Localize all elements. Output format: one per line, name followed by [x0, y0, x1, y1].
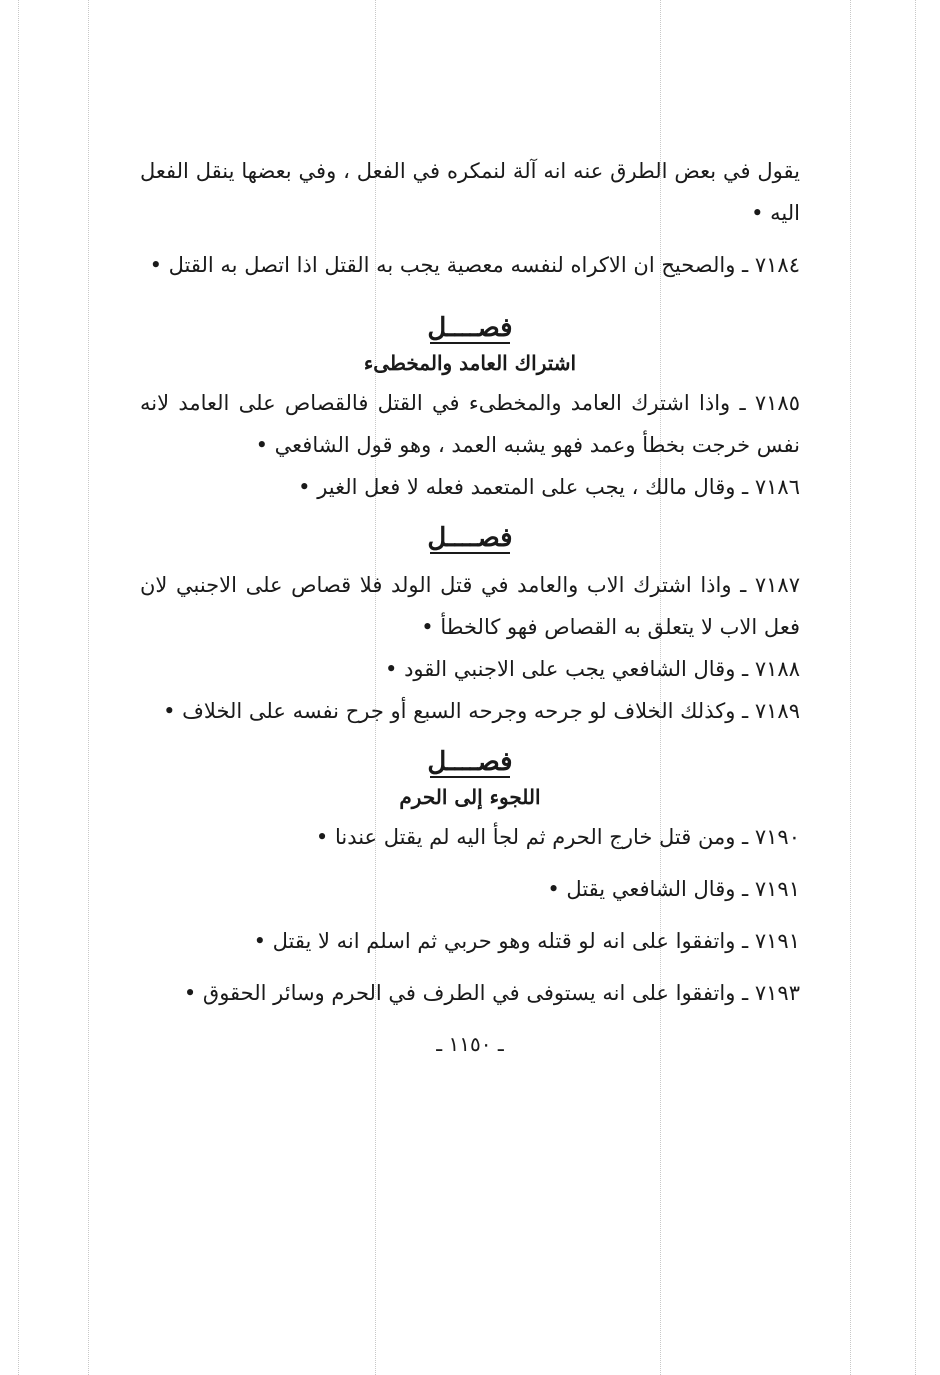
section-subtitle-1: اشتراك العامد والمخطىء: [363, 351, 577, 375]
book-page: [140, 150, 800, 1084]
paragraph-7188: ٧١٨٨ ـ وقال الشافعي يجب على الاجنبي القود •: [385, 657, 800, 681]
paragraph-7186: ٧١٨٦ ـ وقال مالك ، يجب على المتعمد فعله لا فعل الغير •: [298, 475, 800, 499]
paragraph-7189: ٧١٨٩ ـ وكذلك الخلاف لو جرحه وجرحه السبع أو جرح نفسه على الخلاف •: [163, 699, 800, 723]
scan-guide-line: [915, 0, 916, 1375]
section-subtitle-3: اللجوء إلى الحرم: [399, 785, 541, 809]
paragraph-7185: ٧١٨٥ ـ واذا اشترك العامد والمخطىء في القتل فالقصاص على العامد لانه نفس خرجت بخطأ وعمد فهو يشبه العمد ، وهو قول الشافعي •: [140, 391, 800, 457]
paragraph-7184: ٧١٨٤ ـ والصحيح ان الاكراه لنفسه معصية يجب به القتل اذا اتصل به القتل •: [149, 253, 800, 277]
scan-guide-line: [18, 0, 19, 1375]
section-heading-3: فصــــل: [427, 747, 513, 777]
paragraph-continuation: يقول في بعض الطرق عنه انه آلة لنمكره في الفعل ، وفي بعضها ينقل الفعل اليه •: [140, 159, 800, 225]
scan-guide-line: [88, 0, 89, 1375]
paragraph-7187: ٧١٨٧ ـ واذا اشترك الاب والعامد في قتل الولد فلا قصاص على الاجنبي لان فعل الاب لا يتعلق به القصاص فهو كالخطأ •: [140, 573, 800, 639]
paragraph-7191b: ٧١٩١ ـ واتفقوا على انه لو قتله وهو حربي ثم اسلم انه لا يقتل •: [253, 929, 800, 953]
section-heading-1: فصــــل: [427, 313, 513, 343]
section-heading-2: فصــــل: [427, 523, 513, 553]
page-number: ـ ١١٥٠ ـ: [436, 1032, 504, 1056]
paragraph-7190: ٧١٩٠ ـ ومن قتل خارج الحرم ثم لجأ اليه لم يقتل عندنا •: [315, 825, 800, 849]
scan-guide-line: [850, 0, 851, 1375]
paragraph-7191: ٧١٩١ ـ وقال الشافعي يقتل •: [547, 877, 800, 901]
paragraph-7193: ٧١٩٣ ـ واتفقوا على انه يستوفى في الطرف في الحرم وسائر الحقوق •: [183, 981, 800, 1005]
